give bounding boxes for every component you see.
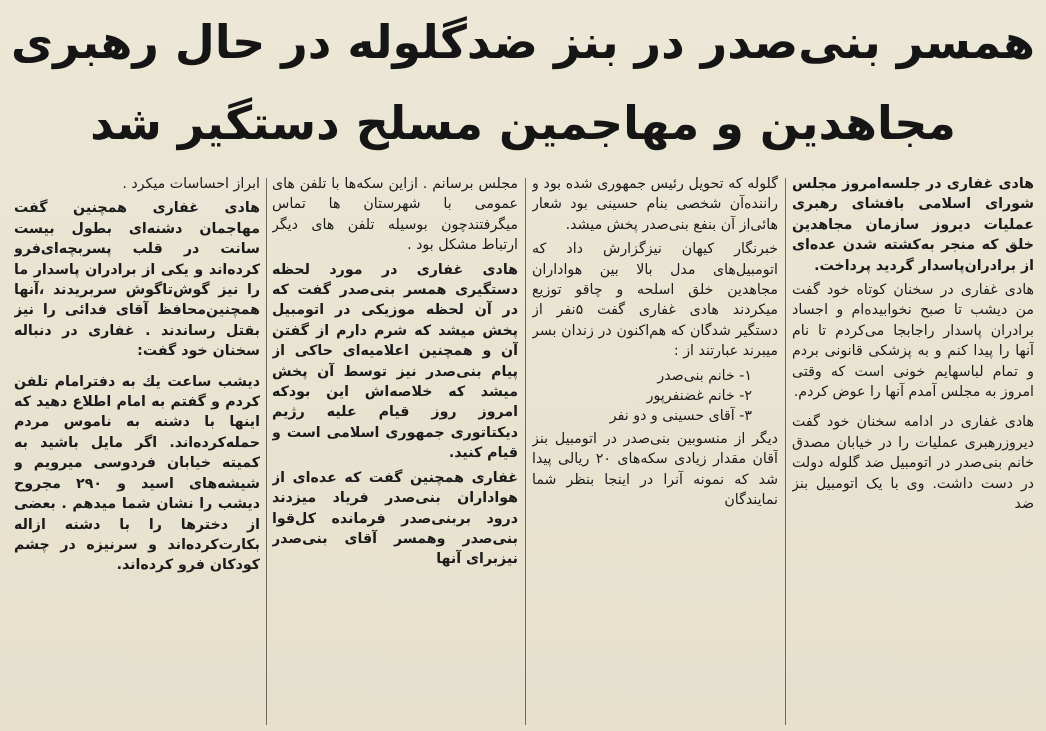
article-paragraph: دیشب ساعت یك به دفترامام تلفن کردم و گفتم به امام اطلاع دهید که اینها با دشنه به ناموس مردم حمله‌کرده‌اند. اگر مایل باشید به کمیته خیابان فردوسی میرویم و شیشه‌های اسید و ۲۹۰ مجروح دیشب را نشان شما میدهم . بعضی از دخترها را با دشنه ازاله بکارت‌کرده‌اند و سرنیزه در چشم کودکان فرو کرده‌اند. (14, 373, 260, 574)
article-column-4 (14, 174, 260, 727)
article-paragraph: مجلس برسانم . ازاین سکه‌ها با تلفن های عمومی با شهرستان ها تماس میگرفتندچون بوسیله تلفن های دیگر ارتباط مشکل بود . (272, 176, 518, 254)
column-rule (785, 178, 786, 725)
article-paragraph: گلوله که تحویل رئیس جمهوری شده بود و راننده‌آن شخصی بنام حسینی بود شعار هائی‌از آن بنفع بنی‌صدر پخش میشد. (532, 176, 778, 233)
article-column-2 (532, 174, 778, 727)
column-rule (525, 178, 526, 725)
name-list-item: ۱- خانم بنی‌صدر (657, 367, 752, 384)
name-list-item: ۲- خانم غضنفرپور (646, 388, 752, 405)
article-paragraph: خبرنگار کیهان نیزگزارش داد که اتومبیل‌های مدل بالا بین هواداران مجاهدین خلق اسلحه و چاقو توزیع میکردند هادی غفاری گفت ۵نفر از دستگیر شدگان که هم‌اکنون در زندان بسر میبرند عبارتند از : (532, 241, 778, 360)
article-paragraph: غفاری همچنین گفت که عده‌ای از هواداران بنی‌صدر فریاد میزدند درود بربنی‌صدر فرمانده کل‌قوا بنی‌صدر وهمسر آقای بنی‌صدر نیزبرای آنها (272, 469, 518, 568)
article-paragraph: هادی غفاری در جلسه‌امروز مجلس شورای اسلامی بافشای رهبری عملیات دیروز سازمان مجاهدین خلق که منجر به‌کشته شدن عده‌ای از برادران‌پاسدار گردید پرداخت. (792, 176, 1034, 274)
headline-line-2: مجاهدین و مهاجمین مسلح دستگیر شد (90, 96, 956, 150)
article-paragraph: هادی غفاری در ادامه سخنان خود گفت دیروزرهبری عملیات را در خیابان مصدق خانم بنی‌صدر در اتومبیل ضد گلوله دولت در دست داشت. وی با یک اتومبیل بنز ضد (792, 414, 1034, 513)
article-paragraph: هادی غفاری در سخنان کوتاه خود گفت من دیشب تا صبح نخوابیده‌ام و اجساد برادران پاسدار راجابجا می‌کردم تا نام آنها را پیدا کنم و به پزشکی قانونی بردم و تمام لباسهایم خونی است که وقتی امروز به مجلس آمدم آنها را عوض کردم. (792, 282, 1034, 401)
article-paragraph: هادی غفاری در مورد لحظه دستگیری همسر بنی‌صدر گفت که در آن لحظه موزیکی در اتومبیل پخش میشد که شرم دارم از گفتن آن و همچنین اعلامیه‌ای حاکی از پیام بنی‌صدر نیز توسط آن پخش میشد که خلاصه‌اش این بودکه امروز روز قیام علیه رژیم دیکتاتوری جمهوری اسلامی است و قیام کنید. (272, 261, 518, 462)
article-paragraph: هادی غفاری همچنین گفت مهاجمان دشنه‌ای بطول بیست سانت در قلب پسربچه‌ای‌فرو کرده‌اند و یکی از برادران پاسدار ما را نیز گوش‌تاگوش سربریدند ،آنها همچنین‌محافظ آقای فدائی را نیز بقتل رساندند . غفاری در دنباله سخنان خود گفت: (14, 200, 260, 360)
article-column-3 (272, 174, 518, 727)
article-column-1 (792, 174, 1034, 727)
headline-line-1: همسر بنی‌صدر در بنز ضدگلوله در حال رهبری (10, 15, 1036, 69)
name-list-item: ۳- آقای حسینی و دو نفر (609, 408, 752, 425)
name-list (532, 366, 778, 427)
article-paragraph: دیگر از منسوبین بنی‌صدر در اتومبیل بنز آقان مقدار زیادی سکه‌های ۲۰ ریالی پیدا شد که نمونه آنرا در اینجا بنظر شما نمایندگان (532, 430, 778, 509)
article-paragraph: ابراز احساسات میکرد . (122, 176, 260, 192)
column-rule (266, 178, 267, 725)
